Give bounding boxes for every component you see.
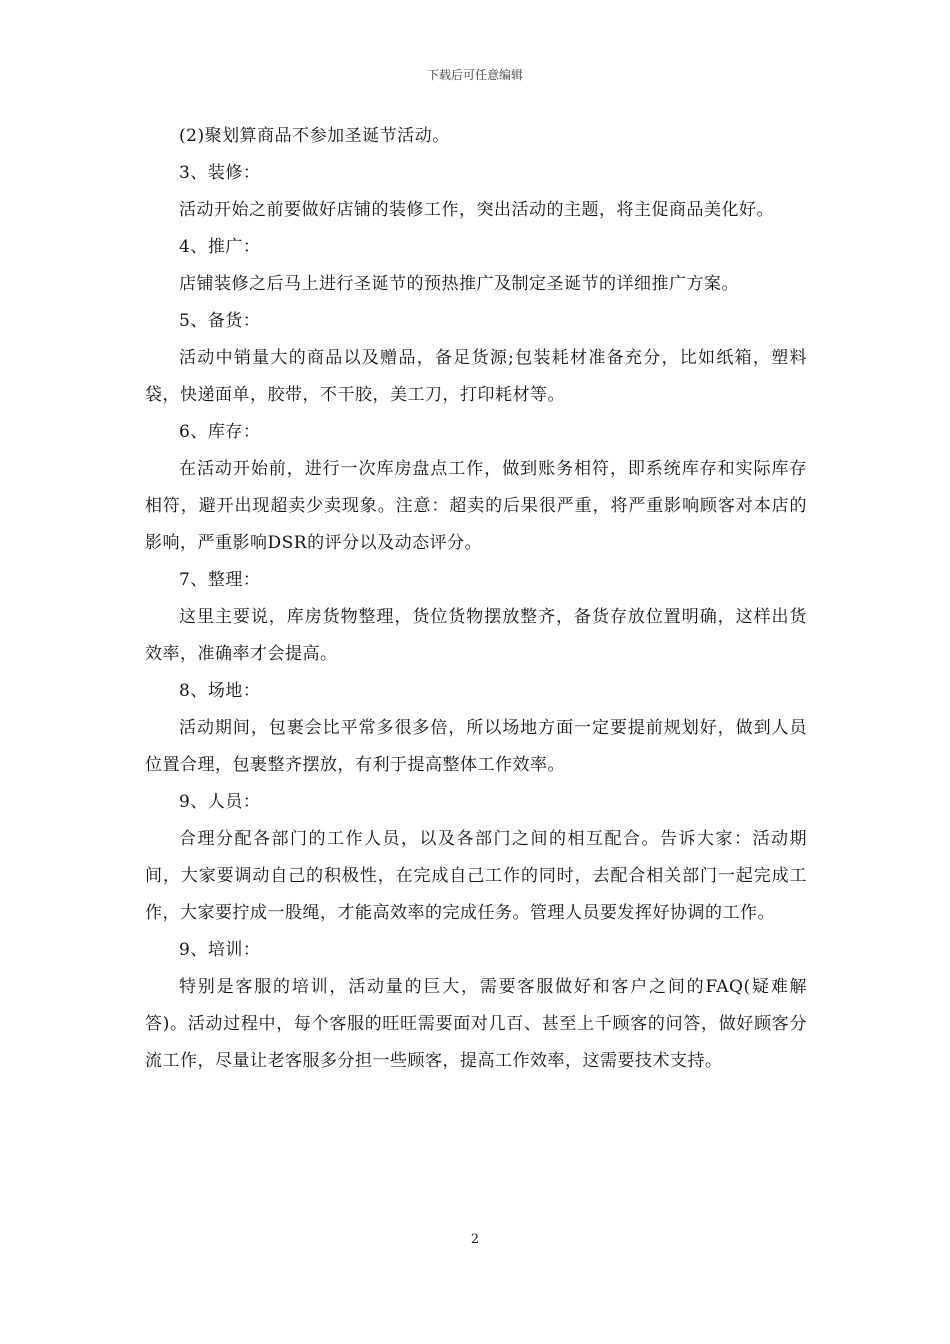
paragraph: 店铺装修之后马上进行圣诞节的预热推广及制定圣诞节的详细推广方案。: [179, 274, 739, 294]
paragraph: 活动期间，包裹会比平常多很多倍，所以场地方面一定要提前规划好，做到人员位置合理，包裹整齐摆放，有利于提高整体工作效率。: [145, 718, 807, 775]
section-heading: 9、培训：: [179, 940, 261, 960]
paragraph: 这里主要说，库房货物整理，货位货物摆放整齐，备货存放位置明确，这样出货效率，准确率才会提高。: [145, 607, 807, 664]
paragraph: 合理分配各部门的工作人员，以及各部门之间的相互配合。告诉大家：活动期间，大家要调动自己的积极性，在完成自己工作的同时，去配合相关部门一起完成工作，大家要拧成一股绳，才能高效率的完成任务。管理人员要发挥好协调的工作。: [145, 829, 807, 923]
paragraph: 特别是客服的培训，活动量的巨大，需要客服做好和客户之间的FAQ(疑难解答)。活动过程中，每个客服的旺旺需要面对几百、甚至上千顾客的问答，做好顾客分流工作，尽量让老客服多分担一些顾客，提高工作效率，这需要技术支持。: [145, 977, 807, 1071]
section-heading: 5、备货：: [179, 311, 261, 331]
paragraph: 活动开始之前要做好店铺的装修工作，突出活动的主题，将主促商品美化好。: [179, 200, 774, 220]
header-note: 下载后可任意编辑: [426, 68, 523, 82]
document-body: [145, 118, 807, 1080]
section-heading: 7、整理：: [179, 570, 261, 590]
paragraph: 活动中销量大的商品以及赠品，备足货源;包装耗材准备充分，比如纸箱，塑料袋，快递面单，胶带，不干胶，美工刀，打印耗材等。: [145, 348, 807, 405]
section-heading: 4、推广：: [179, 237, 261, 257]
section-heading: 8、场地：: [179, 681, 261, 701]
page-number: 2: [470, 1232, 480, 1247]
section-heading: 9、人员：: [179, 792, 261, 812]
section-heading: 6、库存：: [179, 422, 261, 442]
section-heading: 3、装修：: [179, 163, 261, 183]
paragraph: (2)聚划算商品不参加圣诞节活动。: [179, 126, 450, 146]
paragraph: 在活动开始前，进行一次库房盘点工作，做到账务相符，即系统库存和实际库存相符，避开出现超卖少卖现象。注意：超卖的后果很严重，将严重影响顾客对本店的影响，严重影响DSR的评分以及动态评分。: [145, 459, 807, 553]
